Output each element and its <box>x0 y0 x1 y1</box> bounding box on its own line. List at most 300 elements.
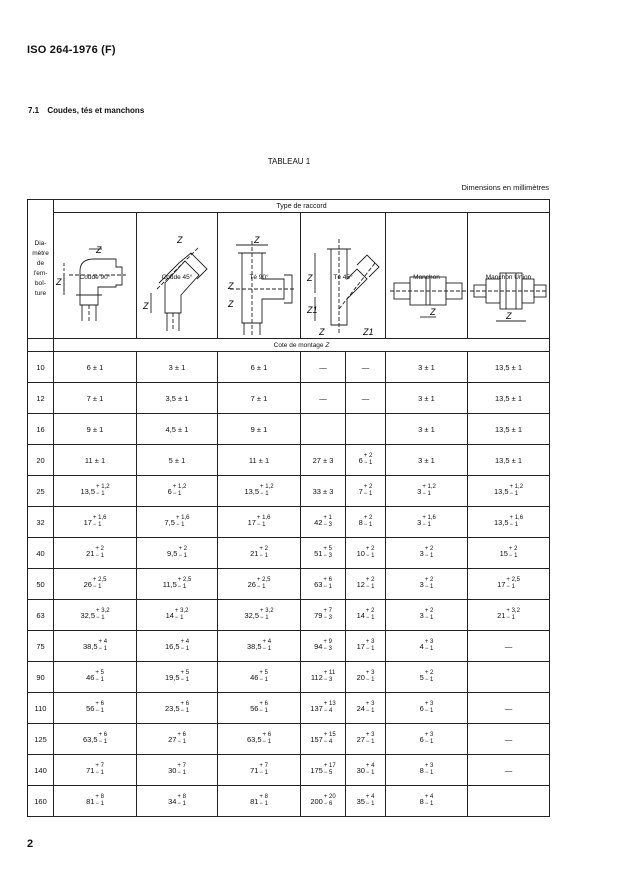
tolerance-lower: − 5 <box>323 770 333 776</box>
tolerance <box>366 732 375 746</box>
tolerance-upper: + 6 <box>98 732 108 738</box>
tolerance-lower: − 1 <box>259 553 268 559</box>
tolerance-upper: + 1,6 <box>92 515 107 521</box>
value-cell-t45z1 <box>346 507 386 538</box>
table-row <box>28 786 550 817</box>
nominal-value: 30 <box>168 765 177 775</box>
toleranced-value <box>165 639 189 653</box>
value-cell-t45z: — <box>301 383 346 414</box>
value-cell-c45 <box>137 631 218 662</box>
tolerance-upper: + 1,2 <box>509 484 524 490</box>
value-cell-man <box>386 476 468 507</box>
toleranced-value <box>497 577 520 591</box>
value-cell-t90 <box>218 662 301 693</box>
tolerance-upper: + 9 <box>323 639 332 645</box>
value-cell-c90 <box>54 507 137 538</box>
tolerance <box>324 732 336 746</box>
tolerance-lower: − 1 <box>509 522 519 528</box>
value-cell-c45 <box>137 476 218 507</box>
value-cell-t45z <box>301 414 346 445</box>
toleranced-value <box>417 515 436 529</box>
table-row <box>28 569 550 600</box>
nominal-value: 3 <box>417 517 422 527</box>
tolerance <box>93 577 107 591</box>
toleranced-value <box>420 639 434 653</box>
tolerance <box>259 763 268 777</box>
value-cell-man <box>386 538 468 569</box>
tolerance-lower: − 3 <box>323 553 332 559</box>
value-cell-c45: 3 ± 1 <box>137 352 218 383</box>
toleranced-value <box>250 546 268 560</box>
tolerance <box>425 546 434 560</box>
toleranced-value <box>250 701 268 715</box>
value-cell-union: — <box>468 724 550 755</box>
z-label: Z <box>228 281 234 291</box>
figure-elbow-45 <box>137 213 218 339</box>
tolerance-upper: + 3,2 <box>260 608 274 614</box>
nominal-value: 14 <box>165 610 174 620</box>
tolerance-lower: − 1 <box>508 553 518 559</box>
toleranced-value <box>168 763 186 777</box>
tolerance-lower: − 1 <box>422 522 431 528</box>
tolerance-upper: + 1,2 <box>96 484 110 490</box>
toleranced-value <box>310 732 335 746</box>
tolerance-lower: − 4 <box>323 708 333 714</box>
tolerance <box>259 670 268 684</box>
tolerance <box>175 608 189 622</box>
tolerance-lower: − 1 <box>365 646 375 652</box>
nominal-value: 56 <box>250 703 259 713</box>
value-cell-t45z1 <box>346 631 386 662</box>
value-cell-t90 <box>218 786 301 817</box>
tolerance <box>263 639 272 653</box>
nominal-value: 46 <box>250 672 259 682</box>
value-cell-c90 <box>54 538 137 569</box>
nominal-value: 19,5 <box>164 672 180 682</box>
fitting-label: Manchon Union <box>485 273 532 281</box>
tolerance-upper: + 2 <box>424 577 434 583</box>
diameter-header-line: Dia- <box>34 240 47 247</box>
value-cell-t90 <box>218 569 301 600</box>
tolerance-lower: − 3 <box>323 677 333 683</box>
tolerance <box>364 453 373 467</box>
nominal-value: 27 <box>168 734 177 744</box>
value-cell-t45z <box>301 600 346 631</box>
section-title: Coudes, tés et manchons <box>47 106 145 115</box>
nominal-value: 8 <box>419 765 424 775</box>
tolerance <box>178 546 187 560</box>
tolerance <box>176 515 190 529</box>
tolerance-upper: + 7 <box>177 763 186 769</box>
tolerance-upper: + 3 <box>424 763 434 769</box>
value-cell-t45z1 <box>346 600 386 631</box>
diameter-cell: 90 <box>28 662 54 693</box>
table-row <box>28 755 550 786</box>
toleranced-value <box>86 794 104 808</box>
tolerance <box>425 639 434 653</box>
toleranced-value <box>494 515 523 529</box>
value-cell-t45z1 <box>346 662 386 693</box>
units-note: Dimensions en millimètres <box>461 183 549 192</box>
tolerance-upper: + 2,5 <box>92 577 107 583</box>
tolerance-upper: + 3,2 <box>96 608 110 614</box>
diameter-cell: 16 <box>28 414 54 445</box>
union-drawing <box>468 213 550 338</box>
tolerance-upper: + 2 <box>363 515 373 521</box>
value-cell-t90: 6 ± 1 <box>218 352 301 383</box>
value-cell-t45z <box>301 569 346 600</box>
value-cell-c45: 5 ± 1 <box>137 445 218 476</box>
value-cell-t90 <box>218 600 301 631</box>
toleranced-value <box>314 608 332 622</box>
nominal-value: 23,5 <box>164 703 180 713</box>
tolerance <box>366 639 375 653</box>
value-cell-c90 <box>54 476 137 507</box>
nominal-value: 3 <box>417 486 422 496</box>
value-cell-t45z1: — <box>346 383 386 414</box>
tolerance-upper: + 1,6 <box>422 515 436 521</box>
table-body <box>28 352 550 817</box>
nominal-value: 200 <box>310 796 323 806</box>
diameter-cell: 125 <box>28 724 54 755</box>
tolerance <box>366 670 375 684</box>
toleranced-value <box>163 577 192 591</box>
table-row <box>28 445 550 476</box>
value-cell-t45z1 <box>346 538 386 569</box>
toleranced-value <box>168 794 186 808</box>
value-cell-t45z: 27 ± 3 <box>301 445 346 476</box>
diameter-cell: 160 <box>28 786 54 817</box>
value-cell-c45 <box>137 693 218 724</box>
value-cell-man: 3 ± 1 <box>386 414 468 445</box>
tolerance <box>323 577 332 591</box>
tolerance-upper: + 6 <box>95 701 104 707</box>
tolerance-lower: − 1 <box>509 491 519 497</box>
tolerance-lower: − 1 <box>172 491 182 497</box>
tolerance-lower: − 1 <box>365 615 375 621</box>
nominal-value: 9,5 <box>167 548 178 558</box>
nominal-value: 17 <box>497 579 506 589</box>
tolerance-lower: − 1 <box>424 770 434 776</box>
tolerance <box>257 577 271 591</box>
diameter-header-line: de <box>36 260 45 267</box>
toleranced-value <box>86 701 104 715</box>
nominal-value: 71 <box>250 765 259 775</box>
tolerance-upper: + 4 <box>98 639 108 645</box>
tolerance-lower: − 1 <box>365 739 375 745</box>
nominal-value: 30 <box>356 765 365 775</box>
nominal-value: 63 <box>314 579 323 589</box>
z-label: Z <box>254 235 260 245</box>
tolerance-lower: − 1 <box>256 584 266 590</box>
section-number: 7.1 <box>28 106 40 115</box>
nominal-value: 35 <box>356 796 365 806</box>
toleranced-value <box>80 608 109 622</box>
toleranced-value <box>417 484 436 498</box>
tolerance-upper: + 2 <box>424 546 434 552</box>
value-cell-t90 <box>218 693 301 724</box>
value-cell-c45 <box>137 507 218 538</box>
toleranced-value <box>420 794 434 808</box>
toleranced-value <box>244 484 273 498</box>
nominal-value: 24 <box>356 703 365 713</box>
tolerance <box>95 670 104 684</box>
tolerance-lower: − 1 <box>363 522 373 528</box>
nominal-value: 112 <box>310 672 323 682</box>
diameter-cell: 75 <box>28 631 54 662</box>
tolerance-upper: + 3 <box>365 670 375 676</box>
value-cell-union <box>468 538 550 569</box>
tolerance-upper: + 8 <box>259 794 268 800</box>
nominal-value: 63,5 <box>246 734 262 744</box>
tolerance <box>366 546 375 560</box>
tolerance <box>425 577 434 591</box>
nominal-value: 4 <box>419 641 424 651</box>
value-cell-c45: 3,5 ± 1 <box>137 383 218 414</box>
toleranced-value <box>166 608 189 622</box>
nominal-value: 32,5 <box>80 610 96 620</box>
tolerance-upper: + 11 <box>323 670 336 676</box>
tolerance-upper: + 6 <box>323 577 332 583</box>
tolerance-upper: + 2,5 <box>506 577 520 583</box>
tolerance-upper: + 2 <box>95 546 104 552</box>
tolerance-lower: − 1 <box>424 708 434 714</box>
value-cell-t45z <box>301 662 346 693</box>
tolerance-upper: + 1,6 <box>175 515 190 521</box>
tolerance-lower: − 1 <box>365 584 375 590</box>
nominal-value: 21 <box>497 610 506 620</box>
tolerance-upper: + 3 <box>365 701 375 707</box>
nominal-value: 81 <box>86 796 95 806</box>
value-cell-c45: 4,5 ± 1 <box>137 414 218 445</box>
diameter-header-line: l'em- <box>33 270 48 277</box>
nominal-value: 17 <box>83 517 92 527</box>
tolerance-upper: + 3 <box>424 732 434 738</box>
tolerance <box>506 577 520 591</box>
toleranced-value <box>359 484 373 498</box>
tolerance <box>510 515 524 529</box>
tolerance <box>177 763 186 777</box>
tolerance-upper: + 2 <box>365 546 375 552</box>
tolerance <box>263 732 272 746</box>
nominal-value: 38,5 <box>246 641 262 651</box>
tolerance-lower: − 1 <box>180 708 190 714</box>
tolerance-upper: + 1 <box>323 515 332 521</box>
tolerance <box>95 763 104 777</box>
toleranced-value <box>86 546 104 560</box>
tolerance-lower: − 1 <box>260 491 269 497</box>
nominal-value: 71 <box>86 765 95 775</box>
toleranced-value <box>357 732 375 746</box>
tolerance-upper: + 2 <box>365 608 375 614</box>
toleranced-value <box>250 763 268 777</box>
toleranced-value <box>165 670 189 684</box>
nominal-value: 81 <box>250 796 259 806</box>
tolerance-upper: + 7 <box>259 763 268 769</box>
tolerance-lower: − 1 <box>323 584 332 590</box>
tolerance <box>366 794 375 808</box>
tolerance-lower: − 1 <box>424 553 434 559</box>
fitting-label: Té 45° <box>333 273 353 281</box>
z-label: Z <box>506 311 512 321</box>
value-cell-man: 3 ± 1 <box>386 445 468 476</box>
value-cell-union: 13,5 ± 1 <box>468 352 550 383</box>
value-cell-t90 <box>218 538 301 569</box>
diameter-cell: 10 <box>28 352 54 383</box>
tolerance-lower: − 1 <box>256 522 266 528</box>
value-cell-union <box>468 786 550 817</box>
value-cell-c90 <box>54 724 137 755</box>
nominal-value: 94 <box>314 641 323 651</box>
tolerance-lower: − 1 <box>259 708 268 714</box>
nominal-value: 175 <box>310 765 323 775</box>
value-cell-c45 <box>137 600 218 631</box>
tolerance-lower: − 1 <box>259 770 268 776</box>
nominal-value: 15 <box>499 548 508 558</box>
z-label: Z <box>430 307 436 317</box>
cote-header-var: Z <box>325 341 330 349</box>
value-cell-t90: 9 ± 1 <box>218 414 301 445</box>
value-cell-t45z1: — <box>346 352 386 383</box>
toleranced-value <box>357 794 375 808</box>
toleranced-value <box>357 670 375 684</box>
table-row <box>28 662 550 693</box>
tolerance-lower: − 1 <box>365 770 375 776</box>
value-cell-c45 <box>137 662 218 693</box>
toleranced-value <box>420 670 434 684</box>
fitting-label: Té 90° <box>249 273 269 281</box>
z1-label: Z1 <box>307 305 318 315</box>
tolerance-lower: − 1 <box>92 522 102 528</box>
value-cell-man <box>386 507 468 538</box>
nominal-value: 3 <box>419 610 424 620</box>
diameter-cell: 140 <box>28 755 54 786</box>
tolerance-upper: + 6 <box>177 732 186 738</box>
tolerance-upper: + 5 <box>95 670 104 676</box>
tolerance-upper: + 2 <box>365 577 375 583</box>
tolerance <box>324 794 336 808</box>
tolerance-upper: + 17 <box>323 763 336 769</box>
cote-header <box>54 339 550 352</box>
tolerance-upper: + 20 <box>323 794 336 800</box>
nominal-value: 26 <box>83 579 92 589</box>
toleranced-value <box>84 577 107 591</box>
table-row <box>28 631 550 662</box>
tolerance-upper: + 1,6 <box>256 515 271 521</box>
value-cell-t45z <box>301 693 346 724</box>
toleranced-value <box>500 546 518 560</box>
z-label: Z <box>143 301 149 311</box>
toleranced-value <box>168 484 187 498</box>
table-row <box>28 507 550 538</box>
nominal-value: 157 <box>310 734 323 744</box>
tolerance-lower: − 1 <box>174 615 184 621</box>
toleranced-value <box>357 577 375 591</box>
tolerance-lower: − 1 <box>506 584 515 590</box>
tolerance <box>93 515 107 529</box>
tolerance <box>181 701 190 715</box>
value-cell-t45z1 <box>346 755 386 786</box>
tolerance <box>99 639 108 653</box>
tolerance-upper: + 2 <box>363 484 373 490</box>
tolerance-lower: − 1 <box>95 708 104 714</box>
tolerance <box>95 546 104 560</box>
tolerance-lower: − 1 <box>424 677 434 683</box>
tolerance-upper: + 2 <box>508 546 518 552</box>
tolerance <box>99 732 108 746</box>
tolerance <box>425 794 434 808</box>
tolerance <box>178 577 192 591</box>
toleranced-value <box>357 608 375 622</box>
tolerance-lower: − 1 <box>175 522 185 528</box>
table-row <box>28 538 550 569</box>
diameter-cell: 63 <box>28 600 54 631</box>
nominal-value: 13,5 <box>493 486 509 496</box>
nominal-value: 38,5 <box>82 641 98 651</box>
tolerance <box>177 732 186 746</box>
tolerance <box>96 484 110 498</box>
value-cell-c45 <box>137 724 218 755</box>
diameter-header-line: mètre <box>32 250 49 257</box>
nominal-value: 21 <box>86 548 95 558</box>
tolerance <box>425 608 434 622</box>
toleranced-value <box>250 794 268 808</box>
value-cell-t90 <box>218 724 301 755</box>
tolerance-lower: − 1 <box>177 739 186 745</box>
tolerance-lower: − 1 <box>424 615 434 621</box>
tolerance-upper: + 4 <box>424 794 434 800</box>
table-caption-text: TABLEAU 1 <box>267 157 311 166</box>
table-row <box>28 383 550 414</box>
value-cell-t90 <box>218 631 301 662</box>
tolerance-lower: − 1 <box>180 677 190 683</box>
tolerance-upper: + 3,2 <box>174 608 189 614</box>
tolerance-upper: + 15 <box>323 732 336 738</box>
tolerance <box>366 577 375 591</box>
value-cell-t45z1 <box>346 569 386 600</box>
value-cell-man <box>386 786 468 817</box>
tolerance-lower: − 1 <box>424 646 434 652</box>
tolerance-lower: − 1 <box>180 646 190 652</box>
toleranced-value <box>497 608 520 622</box>
tolerance-upper: + 8 <box>95 794 104 800</box>
tolerance-upper: + 4 <box>365 794 375 800</box>
tolerance-upper: + 8 <box>177 794 186 800</box>
diameter-cell: 32 <box>28 507 54 538</box>
tolerance <box>324 763 336 777</box>
fitting-label: Manchon <box>413 273 440 281</box>
value-cell-c90: 9 ± 1 <box>54 414 137 445</box>
value-cell-t45z <box>301 724 346 755</box>
nominal-value: 79 <box>314 610 323 620</box>
tolerance <box>364 484 373 498</box>
table-row <box>28 352 550 383</box>
table-row <box>28 724 550 755</box>
value-cell-c45 <box>137 569 218 600</box>
value-cell-c90 <box>54 693 137 724</box>
value-cell-t90 <box>218 755 301 786</box>
nominal-value: 137 <box>310 703 323 713</box>
tolerance <box>366 608 375 622</box>
toleranced-value <box>167 546 187 560</box>
tolerance-upper: + 1,2 <box>172 484 187 490</box>
tolerance <box>425 701 434 715</box>
tolerance-lower: − 3 <box>323 615 332 621</box>
tolerance <box>181 639 190 653</box>
tolerance-lower: − 1 <box>365 708 375 714</box>
nominal-value: 21 <box>250 548 259 558</box>
toleranced-value <box>359 453 373 467</box>
